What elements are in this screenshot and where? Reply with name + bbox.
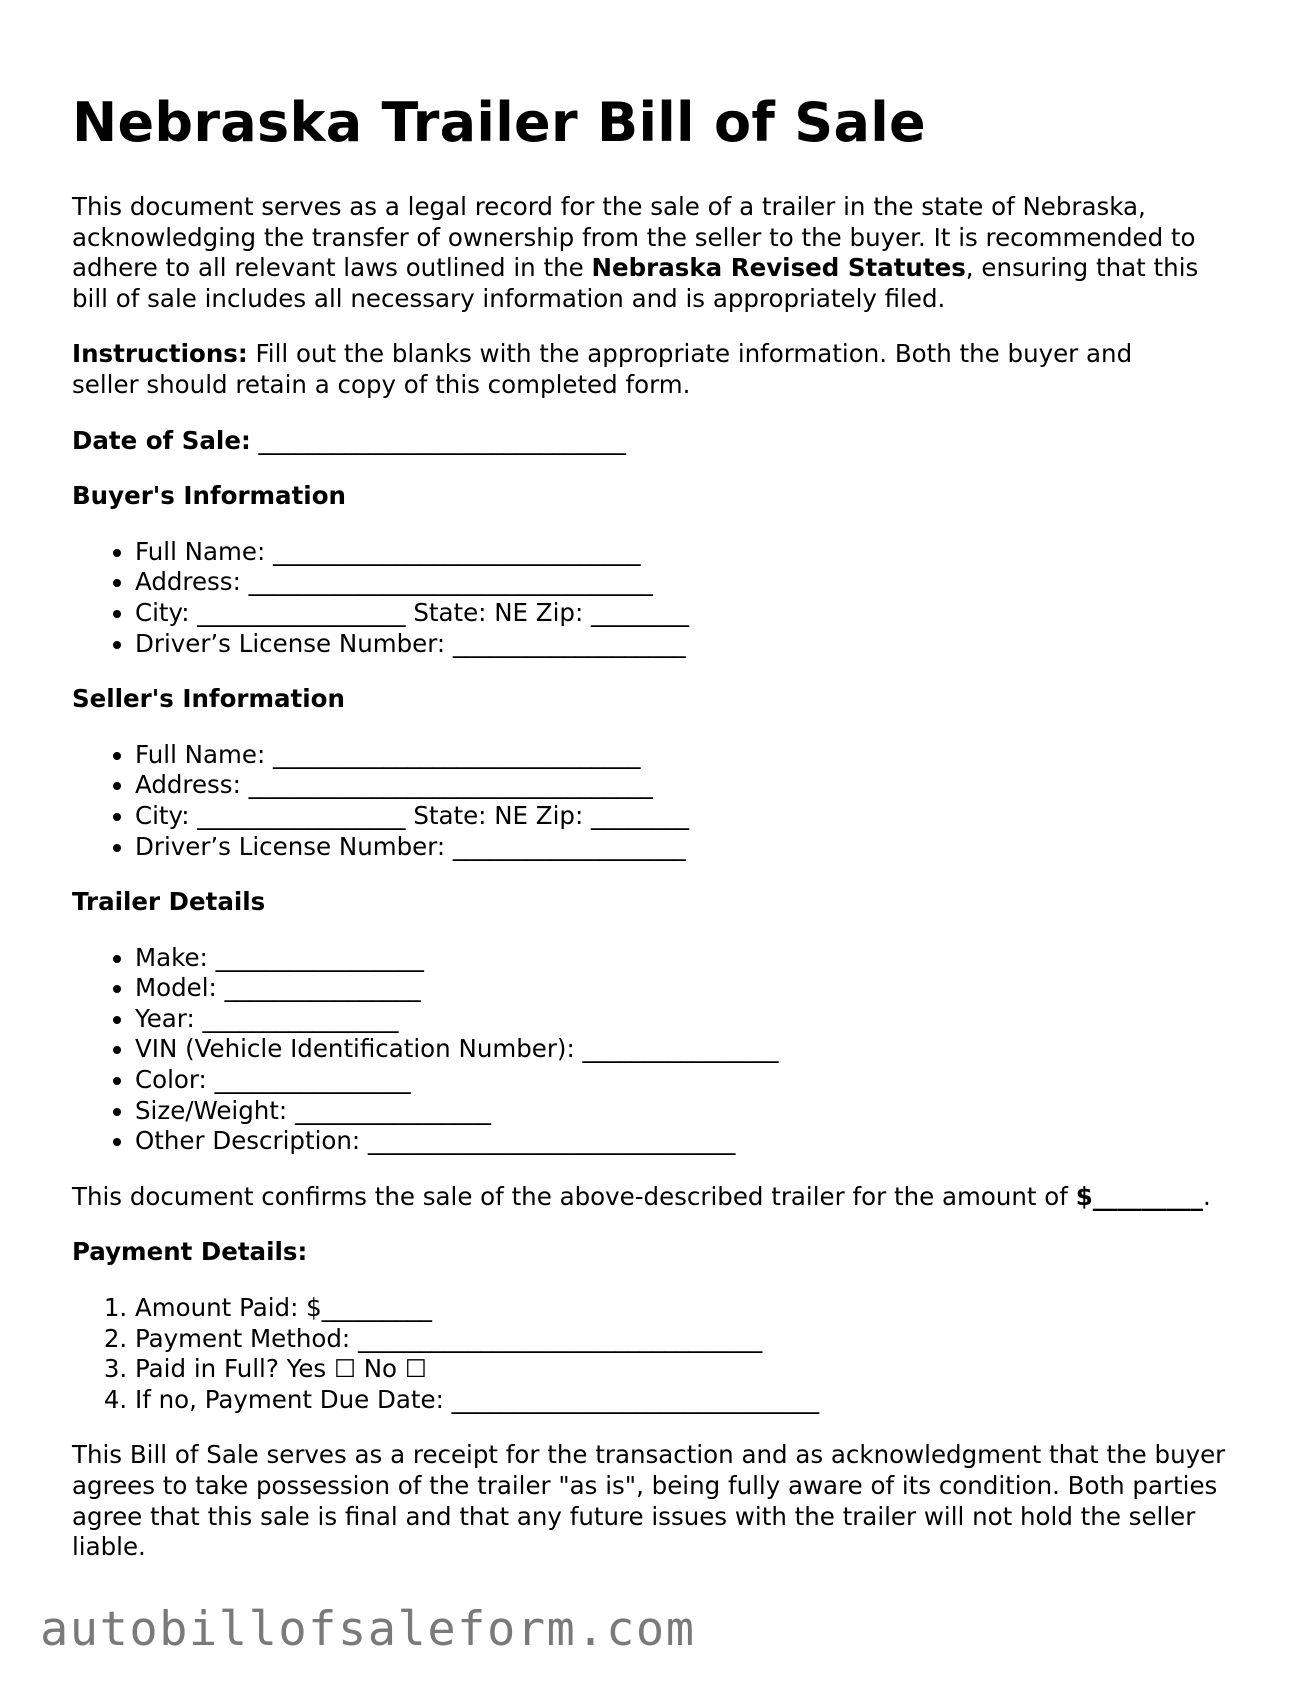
payment-list <box>72 1293 1232 1415</box>
buyer-heading: Buyer's Information <box>72 481 346 511</box>
trailer-list <box>72 943 1232 1157</box>
trailer-make-field[interactable]: • Make: _________________ <box>135 943 1232 974</box>
buyer-license-field[interactable]: • Driver’s License Number: ___________________ <box>135 629 1232 660</box>
sale-amount-period: . <box>1203 1181 1211 1211</box>
seller-list <box>72 740 1232 862</box>
trailer-vin-field[interactable]: • VIN (Vehicle Identification Number): ________________ <box>135 1034 1232 1065</box>
amount-paid-field[interactable]: 1. Amount Paid: $_________ <box>135 1293 1232 1324</box>
seller-city-state-zip-field[interactable]: • City: _________________ State: NE Zip: ________ <box>135 801 1232 832</box>
seller-license-field[interactable]: • Driver’s License Number: ___________________ <box>135 832 1232 863</box>
intro-paragraph <box>72 192 1232 314</box>
buyer-list <box>72 537 1232 659</box>
payment-method-field[interactable]: 2. Payment Method: _________________________________ <box>135 1324 1232 1355</box>
trailer-size-weight-field[interactable]: • Size/Weight: ________________ <box>135 1096 1232 1127</box>
trailer-model-field[interactable]: • Model: ________________ <box>135 973 1232 1004</box>
date-of-sale-line <box>72 426 1232 457</box>
site-watermark: autobillofsaleform.com <box>40 1602 696 1657</box>
page-title: Nebraska Trailer Bill of Sale <box>72 91 926 154</box>
buyer-full-name-field[interactable]: • Full Name: ______________________________ <box>135 537 1232 568</box>
seller-address-field[interactable]: • Address: _________________________________ <box>135 770 1232 801</box>
sale-amount-text: This document confirms the sale of the above-described trailer for the amount of <box>72 1181 1076 1211</box>
instructions-paragraph <box>72 339 1202 400</box>
trailer-color-field[interactable]: • Color: ________________ <box>135 1065 1232 1096</box>
payment-due-date-field[interactable]: 4. If no, Payment Due Date: ______________________________ <box>135 1385 1232 1416</box>
trailer-year-field[interactable]: • Year: ________________ <box>135 1004 1232 1035</box>
trailer-other-description-field[interactable]: • Other Description: ______________________________ <box>135 1126 1232 1157</box>
document-page <box>72 84 1232 1563</box>
buyer-address-field[interactable]: • Address: _________________________________ <box>135 567 1232 598</box>
buyer-city-state-zip-field[interactable]: • City: _________________ State: NE Zip: ________ <box>135 598 1232 629</box>
date-of-sale-label: Date of Sale: <box>72 425 251 455</box>
sale-amount-paragraph <box>72 1182 1232 1213</box>
seller-heading: Seller's Information <box>72 684 345 714</box>
seller-full-name-field[interactable]: • Full Name: ______________________________ <box>135 740 1232 771</box>
sale-amount-blank[interactable]: $_________ <box>1075 1181 1203 1211</box>
instructions-text: Fill out the blanks with the appropriate information. Both the buyer and seller should retain a copy of this completed form. <box>72 339 1133 399</box>
date-of-sale-blank[interactable]: ______________________________ <box>250 425 627 455</box>
statutes-reference: Nebraska Revised Statutes <box>591 253 966 283</box>
intro-text-start: This document serves as a legal record for the sale of a trailer in the state of Nebraska, acknowledging the transfer of ownership from the seller to the buyer. It is recommended to adhere to all relevant laws outlined in the <box>72 192 1196 283</box>
trailer-heading: Trailer Details <box>72 887 266 917</box>
closing-paragraph: This Bill of Sale serves as a receipt for the transaction and as acknowledgment that the buyer agrees to take possession of the trailer "as is", being fully aware of its condition. Both parties agree that this sale is final and that any future issues with the trailer will not hold the seller liable. <box>72 1440 1226 1562</box>
instructions-label: Instructions: <box>72 339 248 369</box>
paid-in-full-checkboxes[interactable]: 3. Paid in Full? Yes ☐ No ☐ <box>135 1354 1232 1385</box>
payment-heading: Payment Details: <box>72 1237 308 1267</box>
intro-text-end: , ensuring that this bill of sale includes all necessary information and is appropriately filed. <box>72 253 1199 313</box>
